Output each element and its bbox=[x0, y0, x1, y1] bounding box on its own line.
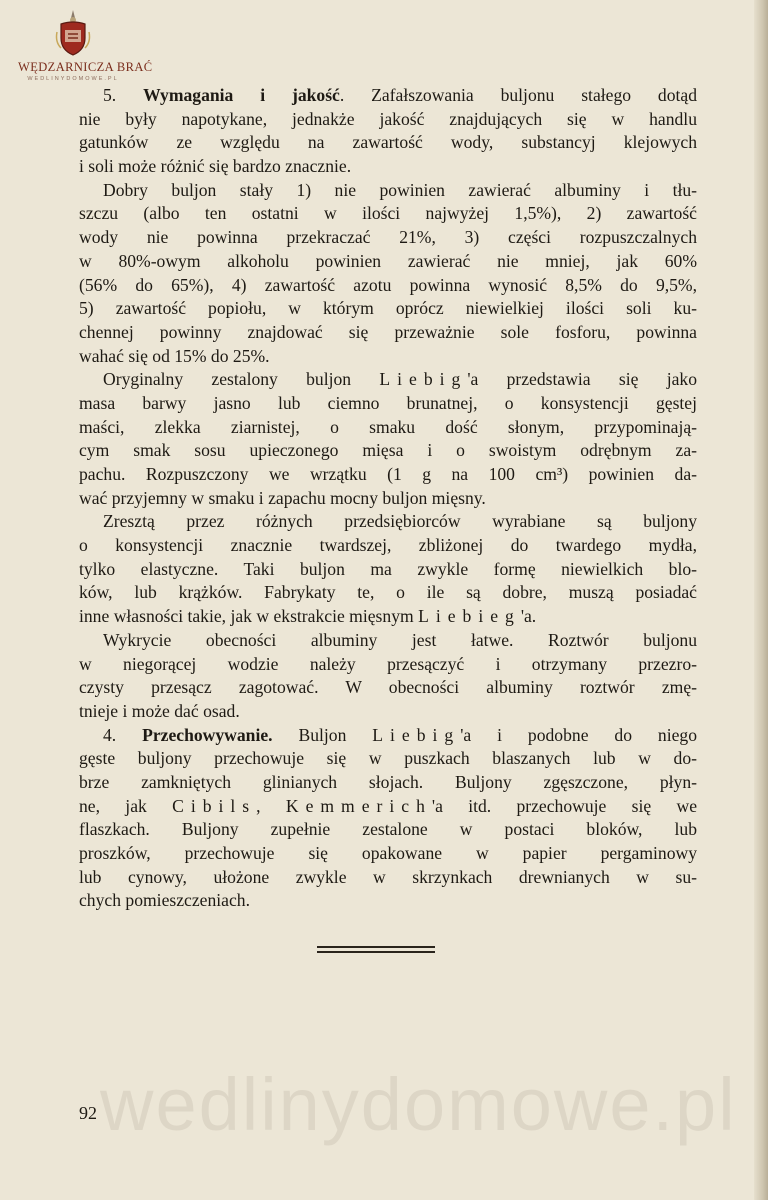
text-run: maści, zlekka ziarnistej, o smaku dość słonym, przypominają- bbox=[79, 416, 697, 437]
text-run: flaszkach. Buljony zupełnie zestalone w postaci bloków, lub bbox=[79, 819, 697, 840]
text-run: gatunków ze względu na zawartość wody, substancyj klejowych bbox=[79, 132, 697, 153]
site-logo bbox=[18, 8, 153, 82]
text-run: ne, jak bbox=[79, 795, 173, 816]
text-line bbox=[79, 297, 697, 321]
text-line bbox=[79, 368, 697, 392]
text-line bbox=[79, 605, 697, 629]
text-line bbox=[79, 345, 697, 369]
text-run: brze zamkniętych glinianych słojach. Buljony zgęszczone, płyn- bbox=[79, 771, 697, 792]
text-line bbox=[79, 202, 697, 226]
text-line bbox=[79, 487, 697, 511]
text-run: 'a. bbox=[520, 606, 537, 627]
text-run: ków, lub krążków. Fabrykaty te, o ile są dobre, muszą posiadać bbox=[79, 582, 697, 603]
text-line bbox=[79, 226, 697, 250]
bold-heading: Wymagania i jakość bbox=[143, 85, 340, 105]
text-run: 'a i podobne do niego bbox=[460, 724, 698, 745]
text-line bbox=[79, 629, 697, 653]
text-run: 5. bbox=[103, 85, 144, 105]
text-run: , bbox=[256, 795, 286, 816]
text-run: chennej powinny znajdować się przeważnie sole fosforu, powinna bbox=[79, 321, 697, 342]
text-run: 4. bbox=[103, 724, 143, 745]
text-run: w niegorącej wodzie należy przesączyć i otrzymany przezro- bbox=[79, 653, 697, 674]
text-line bbox=[79, 795, 697, 819]
text-run: czysty przesącz zagotować. W obecności albuminy roztwór zmę- bbox=[79, 677, 697, 698]
page-number: 92 bbox=[79, 1103, 97, 1123]
section-divider-bottom bbox=[317, 951, 435, 953]
text-run: chych pomieszczeniach. bbox=[79, 890, 250, 911]
text-run: nie były napotykane, jednakże jakość znajdujących się w handlu bbox=[79, 108, 697, 129]
text-line bbox=[79, 84, 697, 108]
spaced-name: Cibils bbox=[172, 795, 257, 816]
text-run: masa barwy jasno lub ciemno brunatnej, o konsystencji gęstej bbox=[79, 392, 697, 413]
text-line bbox=[79, 250, 697, 274]
text-run: Dobry buljon stały 1) nie powinien zawierać albuminy i tłu- bbox=[103, 179, 697, 200]
spaced-name: Liebig bbox=[372, 724, 461, 745]
text-run: cym smak sosu upieczonego mięsa i o swoistym odrębnym za- bbox=[79, 440, 697, 461]
text-line bbox=[79, 534, 697, 558]
text-run: pachu. Rozpuszczony we wrzątku (1 g na 100 cm³) powinien da- bbox=[79, 464, 697, 484]
text-line bbox=[79, 510, 697, 534]
text-run: lub cynowy, ułożone zwykle w skrzynkach drewnianych w su- bbox=[79, 866, 697, 887]
text-run: Wykrycie obecności albuminy jest łatwe. Roztwór buljonu bbox=[103, 629, 697, 650]
text-run: o konsystencji znacznie twardszej, zbliżonej do twardego mydła, bbox=[79, 535, 697, 556]
shield-crest-icon bbox=[53, 8, 93, 58]
text-run: w 80%-owym alkoholu powinien zawierać nie mniej, jak 60% bbox=[79, 250, 697, 271]
text-line bbox=[79, 108, 697, 132]
text-run: 'a itd. przechowuje się we bbox=[431, 795, 698, 816]
text-line bbox=[79, 724, 697, 748]
spaced-name: Liebieg bbox=[418, 606, 521, 627]
text-line bbox=[79, 179, 697, 203]
bold-heading: Przechowywanie. bbox=[142, 724, 273, 745]
text-run: (56% do 65%), 4) zawartość azotu powinna wynosić 8,5% do 9,5%, bbox=[79, 274, 697, 295]
text-line bbox=[79, 866, 697, 890]
text-line bbox=[79, 392, 697, 416]
text-line bbox=[79, 842, 697, 866]
text-run: inne własności takie, jak w ekstrakcie mięsnym bbox=[79, 606, 419, 627]
text-line bbox=[79, 274, 697, 298]
body-text bbox=[79, 84, 697, 913]
text-line bbox=[79, 439, 697, 463]
text-line bbox=[79, 416, 697, 440]
text-run: . Zafałszowania buljonu stałego dotąd bbox=[339, 85, 698, 105]
text-line bbox=[79, 889, 697, 913]
page-edge bbox=[754, 0, 768, 1200]
text-line bbox=[79, 155, 697, 179]
text-line bbox=[79, 676, 697, 700]
text-line bbox=[79, 581, 697, 605]
text-run: proszków, przechowuje się opakowane w papier pergaminowy bbox=[79, 843, 697, 863]
text-run: gęste buljony przechowuje się w puszkach blaszanych lub w do- bbox=[79, 748, 697, 769]
text-run: tnieje i może dać osad. bbox=[79, 700, 240, 721]
text-run: Oryginalny zestalony buljon bbox=[103, 369, 380, 390]
spaced-name: Kemmerich bbox=[285, 795, 432, 816]
text-line bbox=[79, 747, 697, 771]
section-divider-top bbox=[317, 946, 435, 948]
text-line bbox=[79, 818, 697, 842]
text-line bbox=[79, 321, 697, 345]
text-run: 5) zawartość popiołu, w którym oprócz niewielkiej ilości soli ku- bbox=[79, 298, 697, 319]
text-line bbox=[79, 131, 697, 155]
watermark: wedlinydomowe.pl bbox=[100, 1063, 737, 1146]
logo-subtitle: WEDLINYDOMOWE.PL bbox=[27, 76, 119, 82]
text-line bbox=[79, 771, 697, 795]
text-run: wahać się od 15% do 25%. bbox=[79, 345, 270, 366]
text-run: Zresztą przez różnych przedsiębiorców wyrabiane są buljony bbox=[103, 511, 697, 532]
text-run: wać przyjemny w smaku i zapachu mocny buljon mięsny. bbox=[79, 487, 486, 508]
text-run: szczu (albo ten ostatni w ilości najwyżej 1,5%), 2) zawartość bbox=[79, 203, 697, 224]
text-line bbox=[79, 558, 697, 582]
text-run: wody nie powinna przekraczać 21%, 3) części rozpuszczalnych bbox=[79, 227, 697, 248]
text-line bbox=[79, 463, 697, 487]
text-run: tylko elastyczne. Taki buljon ma zwykle formę niewielkich blo- bbox=[79, 558, 697, 579]
text-line bbox=[79, 653, 697, 677]
text-line bbox=[79, 700, 697, 724]
text-run: Buljon bbox=[272, 724, 373, 745]
text-run: i soli może różnić się bardzo znacznie. bbox=[79, 156, 352, 177]
text-run: 'a przedstawia się jako bbox=[467, 369, 698, 390]
logo-title: WĘDZARNICZA BRAĆ bbox=[18, 60, 153, 74]
spaced-name: Liebig bbox=[379, 369, 468, 390]
